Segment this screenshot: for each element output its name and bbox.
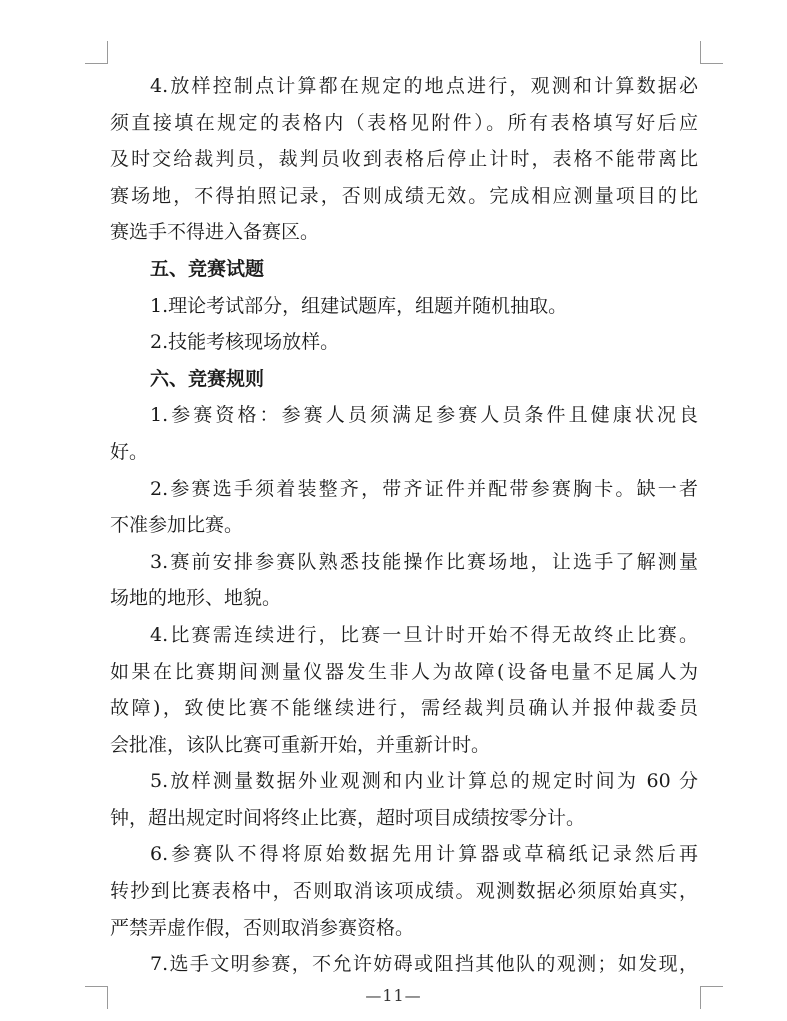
document-body: [110, 68, 698, 983]
body-text-line: 转抄到比赛表格中，否则取消该项成绩。观测数据必须原始真实，: [110, 880, 698, 903]
body-text-line: 如果在比赛期间测量仪器发生非人为故障(设备电量不足属人为: [110, 660, 698, 683]
body-text-line: 故障)，致使比赛不能继续进行，需经裁判员确认并报仲裁委员: [110, 697, 698, 720]
body-text-line: 钟，超出规定时间将终止比赛，超时项目成绩按零分计。: [110, 806, 586, 829]
body-text-line: 1.理论考试部分，组建试题库，组题并随机抽取。: [150, 294, 568, 317]
body-text-line: 赛场地，不得拍照记录，否则成绩无效。完成相应测量项目的比: [110, 184, 698, 207]
body-text-line: 及时交给裁判员，裁判员收到表格后停止计时，表格不能带离比: [110, 148, 698, 171]
body-text-line: 2.参赛选手须着装整齐，带齐证件并配带参赛胸卡。缺一者: [150, 477, 698, 500]
body-text-line: 赛选手不得进入备赛区。: [110, 221, 320, 244]
body-text-line: 须直接填在规定的表格内（表格见附件）。所有表格填写好后应: [110, 111, 698, 134]
crop-mark-top-left: [85, 41, 108, 64]
body-text-line: 5.放样测量数据外业观测和内业计算总的规定时间为 60 分: [150, 770, 698, 793]
body-text-line: 3.赛前安排参赛队熟悉技能操作比赛场地，让选手了解测量: [150, 550, 698, 573]
body-text-line: 4.比赛需连续进行，比赛一旦计时开始不得无故终止比赛。: [150, 623, 698, 646]
body-text-line: 好。: [110, 440, 149, 463]
section-heading: 五、竞赛试题: [150, 257, 265, 280]
page-number: —11—: [365, 986, 422, 1005]
body-text-line: 场地的地形、地貌。: [110, 587, 282, 610]
body-text-line: 不准参加比赛。: [110, 514, 244, 537]
body-text-line: 7.选手文明参赛，不允许妨碍或阻挡其他队的观测；如发现，: [150, 953, 698, 976]
body-text-line: 严禁弄虚作假，否则取消参赛资格。: [110, 916, 415, 939]
body-text-line: 6.参赛队不得将原始数据先用计算器或草稿纸记录然后再: [150, 843, 698, 866]
body-text-line: 4.放样控制点计算都在规定的地点进行，观测和计算数据必: [150, 75, 698, 97]
body-text-line: 2.技能考核现场放样。: [150, 331, 340, 354]
body-text-line: 1.参赛资格：参赛人员须满足参赛人员条件且健康状况良: [150, 404, 698, 427]
crop-mark-top-right: [700, 41, 723, 64]
body-text-line: 会批准，该队比赛可重新开始，并重新计时。: [110, 733, 491, 756]
section-heading: 六、竞赛规则: [150, 367, 265, 390]
